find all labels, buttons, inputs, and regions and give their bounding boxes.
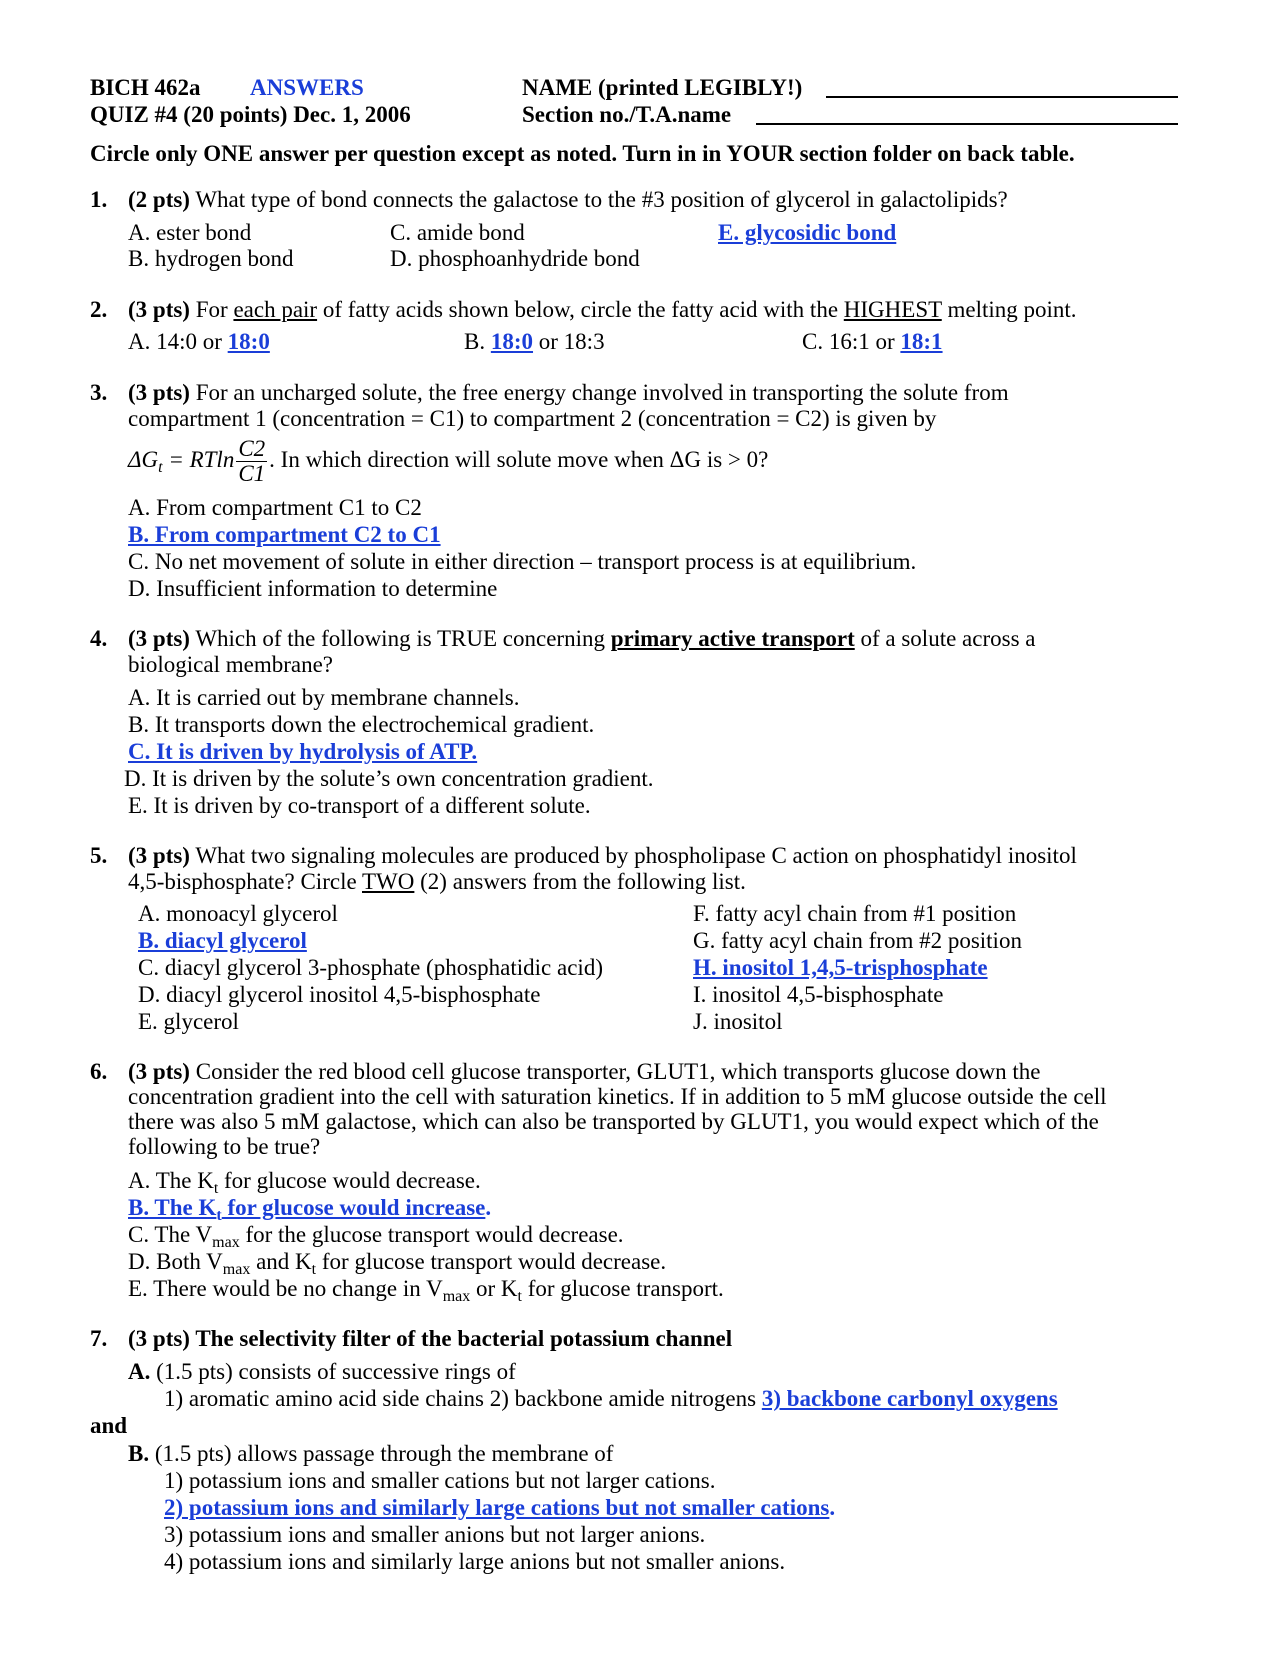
q7-points: (3 pts) bbox=[128, 1326, 190, 1351]
course-title: BICH 462a bbox=[90, 75, 201, 100]
q6-option-c[interactable]: C. The $V_{max}$ for the glucose transport would decrease. bbox=[128, 1222, 624, 1251]
q2-each-pair: each pair bbox=[233, 297, 318, 322]
q7-and: and bbox=[90, 1413, 128, 1438]
q2-c-answer[interactable]: 18:1 bbox=[900, 329, 943, 354]
answers-label: ANSWERS bbox=[250, 75, 364, 100]
q5-option-g[interactable]: G. fatty acyl chain from #2 position bbox=[693, 928, 1022, 953]
q6-option-e[interactable]: E. There would be no change in $V_{max}$ or $K_t$ for glucose transport. bbox=[128, 1276, 724, 1305]
q6-option-b-answer[interactable]: B. The $K_t$ for glucose would increase. bbox=[128, 1195, 492, 1224]
q6-option-d[interactable]: D. Both $V_{max}$ and $K_t$ for glucose transport would decrease. bbox=[128, 1249, 667, 1278]
q6-stem-line3: there was also 5 mM galactose, which can also be transported by GLUT1, you would expect which of the bbox=[128, 1109, 1099, 1134]
q7-stem: (3 pts) The selectivity filter of the bacterial potassium channel bbox=[128, 1326, 733, 1351]
q5-points: (3 pts) bbox=[128, 843, 190, 868]
q5-option-b-answer[interactable]: B. diacyl glycerol bbox=[138, 928, 307, 953]
q7-b-option-4[interactable]: 4) potassium ions and similarly large anions but not smaller anions. bbox=[164, 1549, 786, 1574]
q7-b-option-1[interactable]: 1) potassium ions and smaller cations but not larger cations. bbox=[164, 1468, 716, 1493]
q4-stem-line1: (3 pts) Which of the following is TRUE concerning primary active transport of a solute across a bbox=[128, 626, 1036, 651]
q2-option-a[interactable]: A. 14:0 or 18:0 bbox=[128, 329, 270, 354]
section-label: Section no./T.A.name bbox=[522, 102, 732, 127]
q2-option-b[interactable]: B. 18:0 or 18:3 bbox=[464, 329, 605, 354]
q3-points: (3 pts) bbox=[128, 380, 190, 405]
q3-stem-line1: (3 pts) For an uncharged solute, the free energy change involved in transporting the solute from bbox=[128, 380, 1009, 405]
q7-part-b: B. (1.5 pts) allows passage through the membrane of bbox=[128, 1441, 614, 1466]
q6-stem-line1: (3 pts) Consider the red blood cell glucose transporter, GLUT1, which transports glucose down the bbox=[128, 1059, 1041, 1084]
q4-option-e[interactable]: E. It is driven by co-transport of a different solute. bbox=[128, 793, 591, 818]
q4-option-d[interactable]: D. It is driven by the solute’s own concentration gradient. bbox=[124, 766, 654, 791]
q5-option-d[interactable]: D. diacyl glycerol inositol 4,5-bisphosphate bbox=[138, 982, 541, 1007]
q6-number: 6. bbox=[90, 1059, 108, 1084]
instructions: Circle only ONE answer per question except as noted. Turn in in YOUR section folder on back table. bbox=[90, 141, 1075, 166]
q4-option-c-answer[interactable]: C. It is driven by hydrolysis of ATP. bbox=[128, 739, 478, 764]
q2-option-c[interactable]: C. 16:1 or 18:1 bbox=[802, 329, 943, 354]
q7-part-a-options bbox=[164, 1385, 1058, 1412]
q2-stem: (3 pts) For each pair of fatty acids shown below, circle the fatty acid with the HIGHEST melting point. bbox=[128, 297, 1077, 322]
q3-number: 3. bbox=[90, 380, 108, 405]
q3-option-b-answer[interactable]: B. From compartment C2 to C1 bbox=[128, 522, 441, 547]
q5-stem-line1: (3 pts) What two signaling molecules are produced by phospholipase C action on phosphatidyl inositol bbox=[128, 843, 1077, 868]
q7-a-option-3-answer[interactable]: 3) backbone carbonyl oxygens bbox=[761, 1386, 1058, 1411]
q5-option-i[interactable]: I. inositol 4,5-bisphosphate bbox=[693, 982, 944, 1007]
q1-option-c[interactable]: C. amide bond bbox=[390, 220, 525, 245]
q1-text: What type of bond connects the galactose to the #3 position of glycerol in galactolipids? bbox=[189, 187, 1008, 212]
name-label: NAME (printed LEGIBLY!) bbox=[522, 75, 803, 100]
q5-option-f[interactable]: F. fatty acyl chain from #1 position bbox=[693, 901, 1017, 926]
q1-stem bbox=[128, 186, 1008, 213]
q6-option-a[interactable]: A. The $K_t$ for glucose would decrease. bbox=[128, 1168, 481, 1197]
q2-b-answer[interactable]: 18:0 bbox=[490, 329, 534, 354]
q3-fraction: $\frac{C2}{C1}$ bbox=[238, 436, 266, 487]
q1-option-e-answer[interactable]: E. glycosidic bond bbox=[718, 220, 897, 245]
q5-option-a[interactable]: A. monoacyl glycerol bbox=[138, 901, 338, 926]
q2-a-answer[interactable]: 18:0 bbox=[227, 329, 270, 354]
q5-option-e[interactable]: E. glycerol bbox=[138, 1009, 239, 1034]
q3-stem-line2: compartment 1 (concentration = C1) to compartment 2 (concentration = C2) is given by bbox=[128, 406, 937, 431]
q3-option-d[interactable]: D. Insufficient information to determine bbox=[128, 576, 498, 601]
q3-equation: $\Delta G_t = RTln$ $\frac{C2}{C1}$ . In which direction will solute move when ΔG is > 0? bbox=[128, 436, 769, 487]
q4-option-b[interactable]: B. It transports down the electrochemical gradient. bbox=[128, 712, 595, 737]
q1-option-b[interactable]: B. hydrogen bond bbox=[128, 246, 294, 271]
q5-number: 5. bbox=[90, 843, 108, 868]
q5-stem-line2: 4,5-bisphosphate? Circle TWO (2) answers from the following list. bbox=[128, 869, 746, 894]
q5-option-c[interactable]: C. diacyl glycerol 3-phosphate (phosphatidic acid) bbox=[138, 955, 603, 980]
q3-option-a[interactable]: A. From compartment C1 to C2 bbox=[128, 495, 422, 520]
q5-option-j[interactable]: J. inositol bbox=[693, 1009, 783, 1034]
q5-two: TWO bbox=[362, 869, 415, 894]
section-blank-line bbox=[756, 123, 1178, 125]
q2-highest: HIGHEST bbox=[843, 297, 942, 322]
q4-primary-active-transport: primary active transport bbox=[610, 626, 855, 651]
q6-stem-line2: concentration gradient into the cell with saturation kinetics. If in addition to 5 mM glucose outside the cell bbox=[128, 1084, 1107, 1109]
q2-number: 2. bbox=[90, 297, 108, 322]
q1-option-a[interactable]: A. ester bond bbox=[128, 220, 252, 245]
q1-option-d[interactable]: D. phosphoanhydride bond bbox=[390, 246, 640, 271]
q4-points: (3 pts) bbox=[128, 626, 190, 651]
q7-a-options-1-2[interactable]: 1) aromatic amino acid side chains 2) backbone amide nitrogens bbox=[164, 1386, 762, 1411]
q1-points: (2 pts) bbox=[128, 187, 190, 212]
q6-stem-line4: following to be true? bbox=[128, 1134, 321, 1159]
q7-part-a: A. (1.5 pts) consists of successive rings of bbox=[128, 1359, 516, 1384]
q1-number: 1. bbox=[90, 187, 108, 212]
q4-number: 4. bbox=[90, 626, 108, 651]
q5-option-h-answer[interactable]: H. inositol 1,4,5-trisphosphate bbox=[693, 955, 988, 980]
q7-b-option-3[interactable]: 3) potassium ions and smaller anions but not larger anions. bbox=[164, 1522, 706, 1547]
q7-number: 7. bbox=[90, 1326, 108, 1351]
q7-b-option-2-answer[interactable]: 2) potassium ions and similarly large cations but not smaller cations. bbox=[164, 1495, 836, 1520]
name-blank-line bbox=[826, 96, 1178, 98]
q2-points: (3 pts) bbox=[128, 297, 190, 322]
q4-stem-line2: biological membrane? bbox=[128, 652, 334, 677]
q4-option-a[interactable]: A. It is carried out by membrane channels. bbox=[128, 685, 520, 710]
q3-option-c[interactable]: C. No net movement of solute in either direction – transport process is at equilibrium. bbox=[128, 549, 917, 574]
quiz-info: QUIZ #4 (20 points) Dec. 1, 2006 bbox=[90, 102, 411, 127]
q6-points: (3 pts) bbox=[128, 1059, 190, 1084]
